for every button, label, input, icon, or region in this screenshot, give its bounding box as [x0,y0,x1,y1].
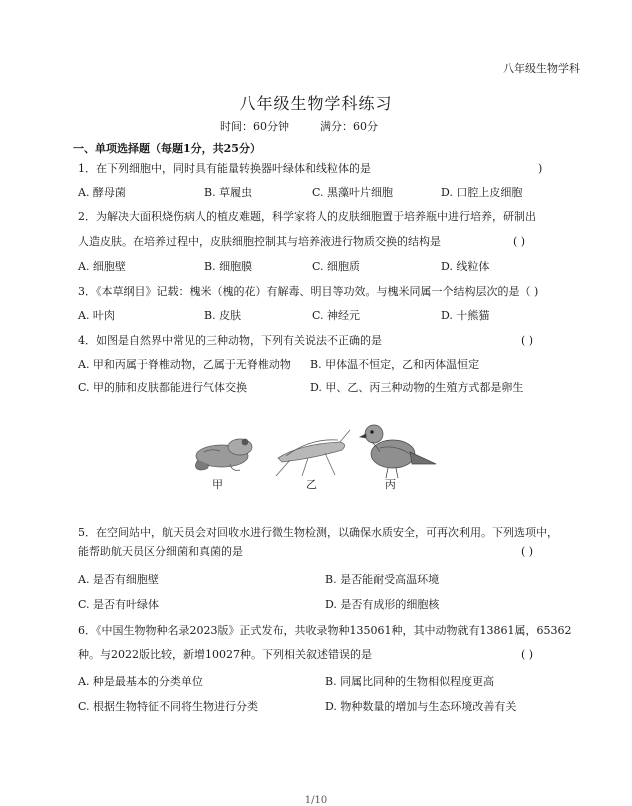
subject-header: 八年级生物学科 [503,62,580,75]
question-5-stem-line1: 5．在空间站中，航天员会对回收水进行微生物检测，以确保水质安全，可再次利用。下列选项中， [78,526,558,539]
question-4-option-d: D. 甲、乙、丙三种动物的生殖方式都是卵生 [310,381,524,394]
question-6-option-b: B. 同属比同种的生物相似程度更高 [325,675,495,688]
question-6-option-c: C. 根据生物特征不同将生物进行分类 [78,700,259,713]
question-3-option-a: A. 叶肉 [78,309,115,322]
question-2-option-c: C. 细胞质 [312,260,361,273]
question-5-option-d: D. 是否有成形的细胞核 [325,598,440,611]
figure-label-bing: 丙 [385,478,396,491]
animals-figure [190,420,440,480]
exam-time: 时间：60分钟 [220,120,289,133]
question-1-option-b: B. 草履虫 [204,186,253,199]
section-heading: 一、单项选择题（每题1分，共25分） [73,142,261,155]
page-title: 八年级生物学科练习 [239,94,393,113]
question-1-option-a: A. 酵母菌 [78,186,126,199]
question-1-stem: 1．在下列细胞中，同时具有能量转换器叶绿体和线粒体的是 [78,162,371,175]
question-3-option-b: B. 皮肤 [204,309,242,322]
question-4-option-c: C. 甲的肺和皮肤都能进行气体交换 [78,381,248,394]
question-3-option-c: C. 神经元 [312,309,361,322]
question-1-option-d: D. 口腔上皮细胞 [441,186,523,199]
figure-label-yi: 乙 [306,478,317,491]
question-5-option-c: C. 是否有叶绿体 [78,598,160,611]
question-6-option-a: A. 种是最基本的分类单位 [78,675,203,688]
question-1-option-c: C. 黑藻叶片细胞 [312,186,394,199]
question-2-option-d: D. 线粒体 [441,260,490,273]
question-1-answer-paren: ) [538,162,543,175]
question-6-stem-line2: 种。与2022版比较，新增10027种。下列相关叙述错误的是 [78,648,372,661]
question-6-stem-line1: 6．《中国生物物种名录2023版》正式发布，共收录物种135061种，其中动物就有13861属，65362 [78,624,572,637]
question-5-option-a: A. 是否有细胞壁 [78,573,159,586]
question-4-stem: 4．如图是自然界中常见的三种动物，下列有关说法不正确的是 [78,334,382,347]
question-5-option-b: B. 是否能耐受高温环境 [325,573,440,586]
question-2-answer-paren: ( ) [513,235,526,248]
question-5-stem-line2: 能帮助航天员区分细菌和真菌的是 [78,545,243,558]
pigeon-illustration [360,425,436,478]
figure-label-jia: 甲 [212,478,223,491]
question-3-stem: 3．《本草纲目》记载：槐米（槐的花）有解毒、明目等功效。与槐米同属一个结构层次的是（ ) [78,285,539,298]
page-number: 1/10 [304,795,328,806]
question-2-stem-line2: 人造皮肤。在培养过程中，皮肤细胞控制其与培养液进行物质交换的结构是 [78,235,441,248]
question-3-option-d: D. 十熊猫 [441,309,490,322]
frog-illustration [195,439,252,470]
question-5-answer-paren: ( ) [521,545,534,558]
grasshopper-illustration [276,430,350,476]
question-4-answer-paren: ( ) [521,334,534,347]
question-6-answer-paren: ( ) [521,648,534,661]
question-4-option-b: B. 甲体温不恒定，乙和丙体温恒定 [310,358,480,371]
question-6-option-d: D. 物种数量的增加与生态环境改善有关 [325,700,517,713]
question-2-option-b: B. 细胞膜 [204,260,253,273]
question-4-option-a: A. 甲和丙属于脊椎动物，乙属于无脊椎动物 [78,358,291,371]
full-score: 满分：60分 [320,120,378,133]
question-2-stem-line1: 2．为解决大面积烧伤病人的植皮难题，科学家将人的皮肤细胞置于培养瓶中进行培养，研制出 [78,210,536,223]
question-2-option-a: A. 细胞壁 [78,260,126,273]
